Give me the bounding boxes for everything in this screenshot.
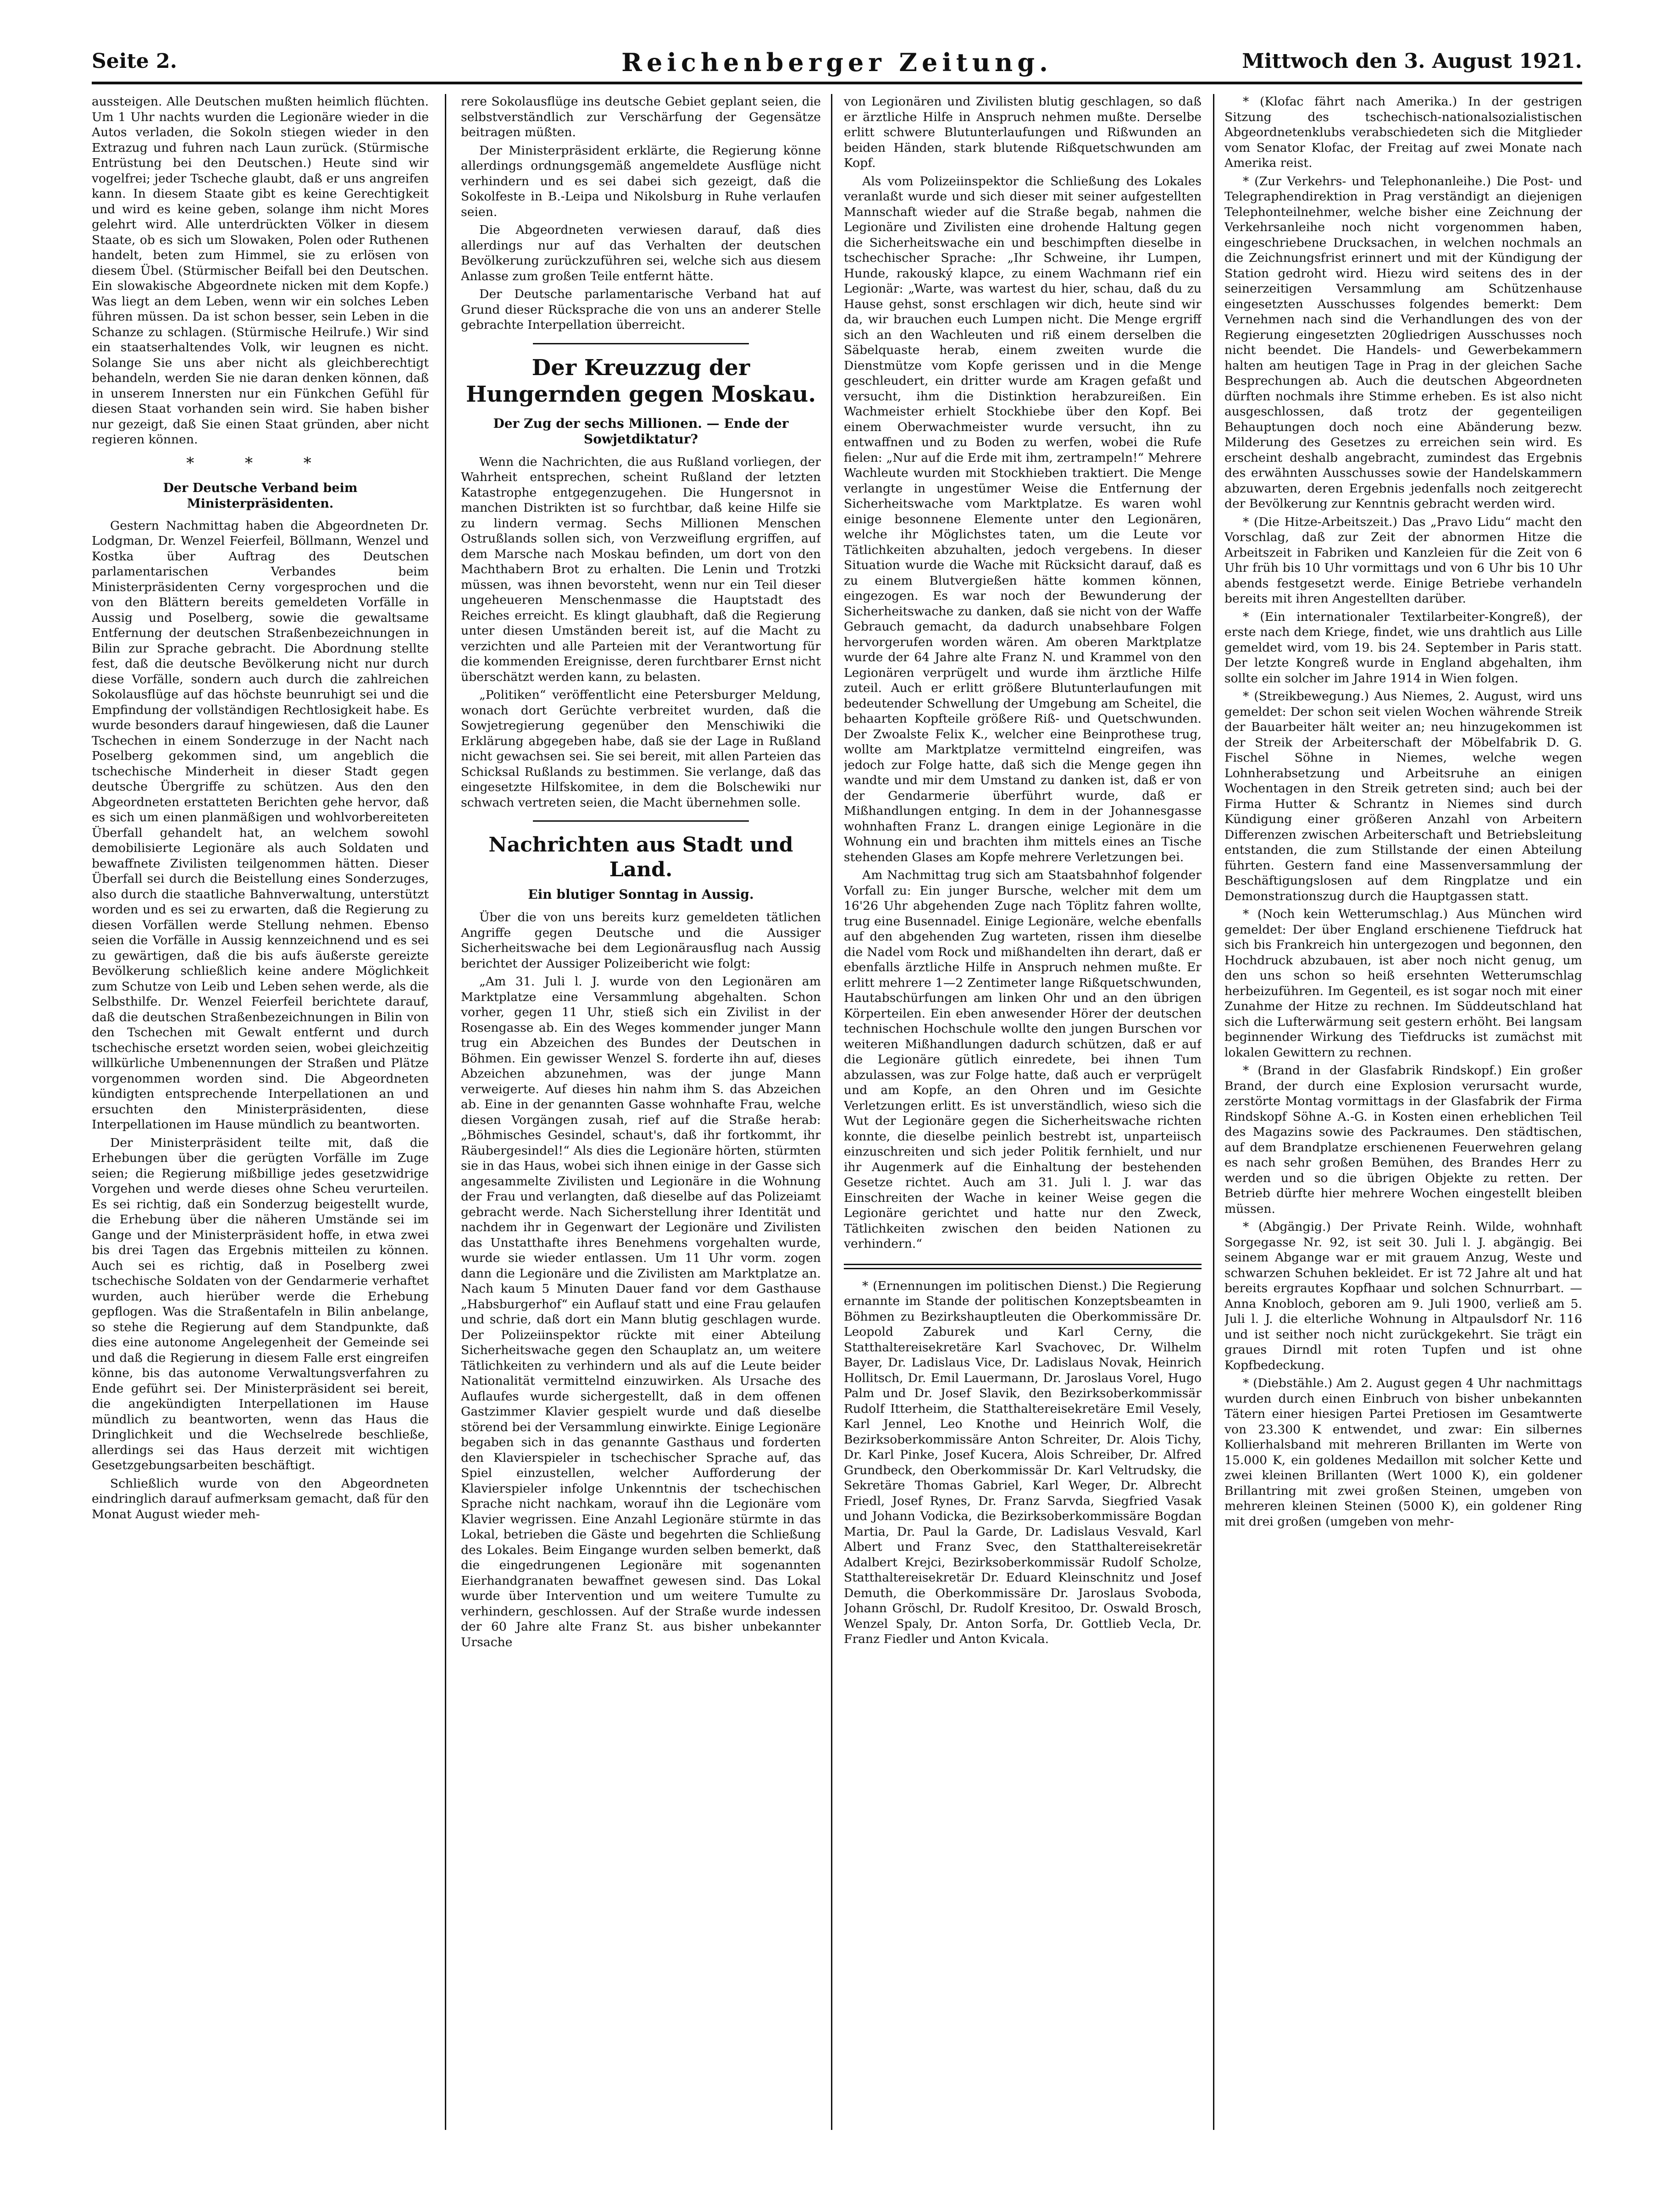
article-heading: Der Kreuzzug der Hungernden gegen Moskau. — [465, 354, 816, 407]
article-paragraph: aussteigen. Alle Deutschen mußten heimlich flüchten. Um 1 Uhr nachts wurden die Legionäre wieder in die Autos verladen, die Sokoln stiegen wieder in den Extrazug und fuhren nach Laun zurück. (Stürmische Entrüstung bei den Deutschen.) Heute sind wir vogelfrei; jeder Tscheche glaubt, daß er uns angreifen kann. In diesem Staate gibt es keine Gerechtigkeit und wird es keine geben, solange ihm nicht Mores gelehrt wird. Alle unterdrückten Völker in diesem Staate, ob es sich um Slowaken, Polen oder Ruthenen handelt, beten zum Himmel, sie zu erlösen von diesem Übel. (Stürmischer Beifall bei den Deutschen. Ein slowakische Abgeordnete nicken mit dem Kopfe.) Was liegt an dem Leben, wenn wir ein solches Leben führen müssen. Da ist schon besser, sein Leben in die Schanze zu schlagen. (Stürmische Heilrufe.) Wir sind ein staatserhaltendes Volk, wir leugnen es nicht. Solange Sie uns aber nicht als gleichberechtigt behandeln, werden Sie nie daran denken können, daß in unserem Innersten nur ein Fünkchen Gefühl für diesen Staat vorhanden sein wird. Sie haben bisher nur gezeigt, daß Sie einen Staat gründen, aber nicht regieren können. — [92, 94, 429, 447]
news-item: * (Diebstähle.) Am 2. August gegen 4 Uhr nachmittags wurden durch einen Einbruch von bisher unbekannten Tätern einer hiesigen Partei Pretiosen im Gesamtwerte von 23.300 K entwendet, und zwar: Ein silbernes Kollierhalsband mit mehreren Brillanten im Werte von 15.000 K, ein goldenes Medaillon mit solcher Kette und zwei kleinen Brillanten (Wert 1000 K), ein goldener Brillantring mit zwei großen Steinen, umgeben von mehreren kleinen Steinen (5000 K), ein goldener Ring mit drei großen (umgeben von mehr- — [1224, 1376, 1582, 1529]
article-paragraph: Am Nachmittag trug sich am Staatsbahnhof folgender Vorfall zu: Ein junger Bursche, welcher mit dem um 16'26 Uhr abgehenden Zuge nach Töplitz fahren wollte, trug eine Busennadel. Einige Legionäre, welche ebenfalls auf den abgehenden Zug warteten, rissen ihm dieselbe die Nadel vom Rock und mißhandelten ihn derart, daß er ebenfalls ärztliche Hilfe in Anspruch nehmen mußte. Er erlitt mehrere 1—2 Zentimeter lange Rißquetschwunden, Hautabschürfungen am linken Ohr und an den übrigen Körperteilen. Ein eben anwesender Hörer der deutschen technischen Hochschule wollte den jungen Burschen vor weiteren Mißhandlungen dadurch schützen, daß er auf die Legionäre gütlich einredete, bei ihnen Tum abzulassen, was zur Folge hatte, daß auch er verprügelt und am Kopfe, an den Ohren und im Gesichte Verletzungen erlitt. Es ist unverständlich, wieso sich die Wut der Legionäre gegen die Sicherheitswache richten konnte, die dieselbe peinlich bestrebt ist, unparteiisch einzuschreiten und sich jeder Politik fernhielt, und nur ihr Augenmerk auf die Einhaltung der bestehenden Gesetze richtet. Auch am 31. Juli l. J. war das Einschreiten der Wache in keiner Weise gegen die Legionäre gerichtet und hatte nur den Zweck, Tätlichkeiten zwischen den beiden Nationen zu verhindern.“ — [844, 868, 1202, 1251]
column-divider — [1213, 94, 1214, 2130]
newspaper-title: Reichenberger Zeitung. — [621, 48, 1052, 77]
column-4 — [1224, 94, 1582, 2130]
issue-date: Mittwoch den 3. August 1921. — [1242, 50, 1582, 73]
news-item: * (Ein internationaler Textilarbeiter-Kongreß), der erste nach dem Kriege, findet, wie uns drahtlich aus Lille gemeldet wird, vom 19. bis 24. September in Paris statt. Der letzte Kongreß wurde in England abgehalten, ihm sollte ein solcher im Jahre 1914 in Wien folgen. — [1224, 609, 1582, 686]
article-paragraph: Der Ministerpräsident teilte mit, daß die Erhebungen über die gerügten Vorfälle im Zuge seien; die Regierung mißbillige jedes gesetzwidrige Vorgehen und werde dieses ohne Scheu verurteilen. Es sei richtig, daß ein Sonderzug beigestellt wurde, die Erhebung über die näheren Umstände sei im Gange und der Ministerpräsident hoffe, in etwa zwei bis drei Tagen das Ergebnis mitteilen zu können. Auch sei es richtig, daß in Poselberg zwei tschechische Soldaten von der Gendarmerie verhaftet wurden, auch hierüber werde die Erhebung gepflogen. Was die Straßentafeln in Bilin anbelange, so stehe die Regierung auf dem Standpunkte, daß dies eine autonome Angelegenheit der Gemeinde sei und daß die Regierung in diesem Falle erst eingreifen könne, bis das autonome Verwaltungsverfahren zu Ende geführt sei. Der Ministerpräsident sei bereit, die angekündigten Interpellationen im Hause mündlich zu beantworten, wenn das Haus die Dringlichkeit und die Wechselrede beschließe, allerdings sei das Haus derzeit mit wichtigen Gesetzgebungsarbeiten beschäftigt. — [92, 1135, 429, 1472]
article-paragraph: Wenn die Nachrichten, die aus Rußland vorliegen, der Wahrheit entsprechen, scheint Rußland der letzten Katastrophe entgegenzugehen. Die Hungersnot in manchen Distrikten ist so furchtbar, daß keine Hilfe sie zu lindern vermag. Sechs Millionen Menschen Ostrußlands sollen sich, von Verzweiflung ergriffen, auf dem Marsche nach Moskau befinden, um dort von den Machthabern Brot zu erhalten. Die Lenin und Trotzki müssen, was ihnen bevorsteht, wenn nur ein Teil dieser ungeheueren Menschenmasse die Hauptstadt des Reiches erreicht. Es klingt glaubhaft, daß die Regierung unter diesen Umständen bereit ist, auf die Macht zu verzichten und alle Parteien mit der Verantwortung für die kommenden Ereignisse, deren furchtbarer Ernst nicht überschätzt werden kann, zu belasten. — [461, 454, 821, 684]
news-item: * (Brand in der Glasfabrik Rindskopf.) Ein großer Brand, der durch eine Explosion verursacht wurde, zerstörte Montag vormittags in der Glasfabrik der Firma Rindskopf Söhne A.-G. in Kosten einen erheblichen Teil des Magazins sowie des Packraumes. Den städtischen, auf dem Brandplatze erschienenen Feuerwehren gelang es nach sehr großen Bemühen, des Brandes Herr zu werden und so die übrigen Objekte zu retten. Der Betrieb dürfte hier mehrere Wochen eingestellt bleiben müssen. — [1224, 1063, 1582, 1216]
column-2 — [461, 94, 821, 2130]
column-divider — [831, 94, 832, 2130]
article-paragraph: „Am 31. Juli l. J. wurde von den Legionären am Marktplatze eine Versammlung abgehalten. Schon vorher, gegen 11 Uhr, stieß sich ein Zivilist in der Rosengasse ab. Ein des Weges kommender junger Mann trug ein Abzeichen des Bundes der Deutschen in Böhmen. Ein gewisser Wenzel S. forderte ihn auf, dieses Abzeichen abzunehmen, was der junge Mann verweigerte. Auf dieses hin nahm ihm S. das Abzeichen ab. Eine in der genannten Gasse wohnhafte Frau, welche diesen Vorgängen zusah, rief auf die Straße herab: „Böhmisches Gesindel, schaut's, daß ihr fortkommt, ihr Räubergesindel!“ Als dies die Legionäre hörten, stürmten sie in das Haus, wobei sich ihnen einige in der Gasse sich angesammelte Zivilisten und Legionäre in die Wohnung der Frau und verlangten, daß dieselbe auf das Polizeiamt gebracht werde. Nach Sicherstellung ihrer Identität und nachdem ihr in Gegenwart der Legionäre und Zivilisten das Unstatthafte ihres Benehmens vorgehalten wurde, wurde sie wieder entlassen. Um 11 Uhr vorm. zogen dann die Legionäre und die Zivilisten am Marktplatze an. Nach kaum 5 Minuten Dauer fand vor dem Gasthause „Habsburgerhof“ ein Auflauf statt und eine Frau gelaufen und schrie, daß dort ein Mann blutig geschlagen wurde. Der Polizeiinspektor rückte mit einer Abteilung Sicherheitswache gegen den Schauplatz an, um weitere Tätlichkeiten zu verhindern und als auf die Leute beider Nationalität vermittelnd einzuwirken. Als Ursache des Auflaufes wurde sichergestellt, daß in dem offenen Gastzimmer Klavier gespielt wurde und daß dieselbe störend bei der Versammlung einwirkte. Einige Legionäre begaben sich in das genannte Gasthaus und forderten den Klavierspieler in tschechischer Sprache auf, das Spiel einzustellen, welcher Aufforderung der Klavierspieler infolge Unkenntnis der tschechischen Sprache nicht nachkam, worauf ihn die Legionäre vom Klavier wegrissen. Eine Anzahl Legionäre stürmte in das Lokal, betrieben die Gäste und begehrten die Schließung des Lokales. Beim Eingange wurden selben bemerkt, daß die eingedrungenen Legionäre mit sogenannten Eierhandgranaten bewaffnet gewesen sind. Das Lokal wurde über Intervention und um weitere Tumulte zu verhindern, geschlossen. Auf der Straße wurde indessen der 60 Jahre alte Franz St. aus bisher unbekannter Ursache — [461, 974, 821, 1649]
article-paragraph: rere Sokolausflüge ins deutsche Gebiet geplant seien, die selbstverständlich zur Verschärfung der Gegensätze beitragen müßten. — [461, 94, 821, 139]
article-subheading: Ein blutiger Sonntag in Aussig. — [528, 887, 754, 902]
news-item: * (Noch kein Wetterumschlag.) Aus München wird gemeldet: Der über England erschienene Tiefdruck hat sich bis Frankreich hin untergezogen und begonnen, den Hochdruck abzubauen, ist aber noch nicht genug, um den uns schon so heiß ersehnten Wetterumschlag herbeizuführen. Im Gegenteil, es ist sogar noch mit einer Zunahme der Hitze zu rechnen. Im Süddeutschland hat sich die Lufterwärmung seit gestern erhöht. Bei langsam beginnender Wirkung des Tiefdrucks ist zumächst mit lokalen Gewittern zu rechnen. — [1224, 907, 1582, 1060]
news-item: * (Klofac fährt nach Amerika.) In der gestrigen Sitzung des tschechisch-nationalsozialistischen Abgeordnetenklubs verabschiedeten sich die Mitglieder vom Senator Klofac, der Freitag auf zwei Monate nach Amerika reist. — [1224, 94, 1582, 170]
article-paragraph: Die Abgeordneten verwiesen darauf, daß dies allerdings nur auf das Verhalten der deutschen Bevölkerung zurückzuführen sei, welche sich aus diesem Anlasse zum großen Teile entfernt hätte. — [461, 223, 821, 283]
article-paragraph: von Legionären und Zivilisten blutig geschlagen, so daß er ärztliche Hilfe in Anspruch nehmen mußte. Derselbe erlitt schwere Blutunterlaufungen und Rißwunden an beiden Händen, stark blutende Rißquetschwunden am Kopf. — [844, 94, 1202, 170]
masthead — [92, 46, 1582, 78]
column-1 — [92, 94, 429, 2130]
article-paragraph: Schließlich wurde von den Abgeordneten eindringlich darauf aufmerksam gemacht, daß für den Monat August wieder meh- — [92, 1476, 429, 1521]
article-paragraph: Der Ministerpräsident erklärte, die Regierung könne allerdings ordnungsgemäß angemeldete Ausflüge nicht verhindern und es sei dabei sich gezeigt, daß die Sokolfeste in B.-Leipa und Nikolsburg in Ruhe verlaufen seien. — [461, 143, 821, 219]
article-heading: Der Deutsche Verband beim Ministerpräsidenten. — [163, 481, 358, 511]
news-item: * (Streikbewegung.) Aus Niemes, 2. August, wird uns gemeldet: Der schon seit vielen Wochen währende Streik der Bauarbeiter hält weiter an; neu hinzugekommen ist der Streik der Arbeiterschaft der Möbelfabrik D. G. Fischel Söhne in Niemes, welche wegen Lohnherabsetzung und Arbeitsruhe an einigen Wochentagen in den Streik getreten sind; auch bei der Firma Hutter & Schrantz in Niemes sind durch Kündigung einer größeren Anzahl von Arbeitern Differenzen zwischen Arbeiterschaft und Betriebsleitung entstanden, die zum Stillstande der einen Abteilung führten. Gestern fand eine Massenversammlung der Beschäftigungslosen auf dem Ringplatze und ein Demonstrationszug durch die Hauptgassen statt. — [1224, 689, 1582, 903]
column-3 — [844, 94, 1202, 2130]
separator-rule — [533, 343, 749, 344]
page-number: Seite 2. — [92, 50, 177, 73]
article-paragraph: Der Deutsche parlamentarische Verband hat auf Grund dieser Rücksprache die von uns an anderer Stelle gebrachte Interpellation überreicht. — [461, 287, 821, 332]
news-item: * (Abgängig.) Der Private Reinh. Wilde, wohnhaft Sorgegasse Nr. 92, ist seit 30. Juli l. J. abgängig. Bei seinem Abgange war er mit grauem Anzug, Weste und schwarzen Schuhen bekleidet. Er ist 72 Jahre alt und hat bereits ergrautes Kopfhaar und solchen Schnurrbart. — Anna Knobloch, geboren am 9. Juli 1900, verließ am 5. Juli l. J. die elterliche Wohnung in Altpaulsdorf Nr. 116 und ist seither noch nicht zurückgekehrt. Sie trägt ein graues Dirndl mit roten Tupfen und ist ohne Kopfbedeckung. — [1224, 1220, 1582, 1372]
article-paragraph: „Politiken“ veröffentlicht eine Petersburger Meldung, wonach dort Gerüchte verbreitet wurden, daß die Sowjetregierung gegenüber den Menschiwiki die Erklärung abgegeben habe, daß sie der Lage in Rußland nicht gewachsen sei. Sie sei bereit, mit allen Parteien das Schicksal Rußlands zu bestimmen. Sie verlange, daß das eingesetzte Hilfskomitee, in dem die Bolschewiki nur schwach vertreten seien, die Macht übernehmen solle. — [461, 688, 821, 810]
section-stars: * * * — [186, 453, 334, 472]
article-paragraph: Als vom Polizeiinspektor die Schließung des Lokales veranlaßt wurde und sich dieser mit seiner aufgestellten Mannschaft wieder auf die Straße begab, nahmen die Legionäre und Zivilisten eine drohende Haltung gegen die Sicherheitswache ein und beschimpften dieselbe in tschechischer Sprache: „Ihr Schweine, ihr Lumpen, Hunde, rakouský klapce, zu einem Wachmann rief ein Legionär: „Warte, was wartest du hier, schau, daß du zu Hause gehst, sonst erschlagen wir dich, heute sind wir da, wir brauchen euch Lumpen nicht. Die Menge ergriff sich an den Wachleuten und riß einem derselben die Säbelquaste herab, einem zweiten wurde die Dienstmütze vom Kopfe gerissen und in die Menge geschleudert, ein dritter wurde am Kragen gefaßt und versucht, ihm die Distinktion herabzureißen. Ein Wachmeister erhielt Stockhiebe über den Kopf. Bei einem Oberwachmeister wurde versucht, ihn zu entwaffnen und zu Boden zu werfen, wobei die Rufe fielen: „Nur auf die Erde mit ihm, zertrampeln!“ Mehrere Wachleute wurden mit Stockhieben traktiert. Die Menge verlangte in ungestümer Weise die Entfernung der Sicherheitswache vom Marktplatze. Es waren wohl einige besonnene Elemente unter den Legionären, welche ihr Möglichstes taten, um die Leute vor Tätlichkeiten abzuhalten, jedoch vergebens. In dieser Situation wurde die Wache mit Rücksicht darauf, daß es zu einem Blutvergießen hätte kommen können, eingezogen. Es war noch der Bewunderung der Sicherheitswache zu danken, daß sie nicht von der Waffe Gebrauch gemacht, da dadurch unabsehbare Folgen hervorgerufen worden wären. Am oberen Marktplatze wurde der 64 Jahre alte Franz N. und Krammel von den Legionären verprügelt und wurde ihm ärztliche Hilfe zuteil. Auch er erlitt größere Blutunterlaufungen mit bedeutender Schwellung der Umgebung am Scheitel, die behaarten Kopfteile größere Riß- und Quetschwunden. Der Zwoalste Felix K., welcher eine Beinprothese trug, wollte am Marktplatze vermittelnd eingreifen, was jedoch zur Folge hatte, daß sich die Menge gegen ihn wandte und mir dem Umstand zu danken ist, daß er von der Gendarmerie überführt wurde, daß er Mißhandlungen entging. In dem in der Johannesgasse wohnhaften Franz L. drangen einige Legionäre in die Wohnung ein und brachten ihm mittels eines an Tische stehenden Glases am Kopfe mehrere Verletzungen bei. — [844, 174, 1202, 864]
news-item: * (Die Hitze-Arbeitszeit.) Das „Pravo Lidu“ macht den Vorschlag, daß zur Zeit der abnormen Hitze die Arbeitszeit in Fabriken und Kanzleien für die Zeit von 6 Uhr früh bis 10 Uhr vormittags und von 6 Uhr bis 10 Uhr abends festgesetzt werde. Einige Betriebe verhandeln bereits mit ihren Angestellten darüber. — [1224, 514, 1582, 606]
column-divider — [445, 94, 446, 2130]
article-paragraph: Gestern Nachmittag haben die Abgeordneten Dr. Lodgman, Dr. Wenzel Feierfeil, Böllmann, Wenzel und Kostka über Auftrag des Deutschen parlamentarischen Verbandes beim Ministerpräsidenten Cerny vorgesprochen und die von den Blättern bereits gemeldeten Vorfälle in Aussig und Poselberg, sowie die gewaltsame Entfernung der deutschen Straßenbezeichnungen in Bilin zur Sprache gebracht. Die Abordnung stellte fest, daß die deutsche Bevölkerung nicht nur durch diese Vorfälle, sondern auch durch die zahlreichen Sokolausflüge auf das höchste beunruhigt sei und die Empfindung der vollständigen Rechtlosigkeit habe. Es wurde besonders darauf hingewiesen, daß die Launer Tschechen in einem Sonderzuge in der Nacht nach Poselberg gekommen sind, um angeblich die tschechische Minderheit in dieser Stadt gegen deutsche Übergriffe zu schützen. Aus den den Abgeordneten erstatteten Berichten gehe hervor, daß es sich um einen planmäßigen und wohlvorbereiteten Überfall gehandelt hat, an welchem sowohl demobilisierte Legionäre als auch Soldaten und bewaffnete Zivilisten teilgenommen hätten. Dieser Überfall sei durch die Beistellung eines Sonderzuges, also durch die staatliche Bahnverwaltung, unterstützt worden und es sei zu erwarten, daß die Regierung zu diesen Vorfällen werde Stellung nehmen. Ebenso seien die Vorfälle in Aussig kennzeichnend und es sei zu gewärtigen, daß die bis aufs äußerste gereizte Bevölkerung schließlich keine andere Möglichkeit zum Schutze von Leib und Leben sehen werde, als die Selbsthilfe. Dr. Wenzel Feierfeil berichtete darauf, daß die deutschen Straßenbezeichnungen in Bilin von den Tschechen mit Gewalt entfernt und durch tschechische ersetzt worden seien, wobei gleichzeitig willkürliche Umbenennungen der Straßen und Plätze vorgenommen worden sind. Die Abgeordneten kündigten entsprechende Interpellationen an und ersuchten den Ministerpräsidenten, diese Interpellationen im Hause mündlich zu beantworten. — [92, 518, 429, 1132]
news-item: * (Ernennungen im politischen Dienst.) Die Regierung ernannte im Stande der politischen Konzeptsbeamten in Böhmen zu Bezirkshauptleuten die Oberkommissäre Dr. Leopold Zaburek und Karl Cerny, die Statthaltereisekretäre Karl Svachovec, Dr. Wilhelm Bayer, Dr. Ladislaus Vice, Dr. Ladislaus Novak, Heinrich Hollitsch, Dr. Emil Lauermann, Dr. Jaroslaus Vorel, Hugo Palm und Dr. Josef Slavik, den Bezirksoberkommissär Rudolf Itterheim, die Statthaltereisekretäre Emil Vesely, Karl Jennel, Leo Knothe und Heinrich Wolf, die Bezirksoberkommissäre Anton Schreiter, Dr. Alois Tichy, Dr. Karl Pinke, Josef Kucera, Alois Schreiber, Dr. Alfred Grundbeck, den Oberkommissär Dr. Karl Veltrudsky, die Sekretäre Thomas Gabriel, Karl Weger, Dr. Albrecht Friedl, Josef Rynes, Dr. Franz Sarvda, Siegfried Vasak und Johann Vodicka, die Bezirksoberkommissäre Bogdan Martia, Dr. Paul la Garde, Dr. Ladislaus Vesvald, Karl Albert und Franz Svec, den Statthaltereisekretär Adalbert Krejci, Bezirksoberkommissär Rudolf Scholze, Statthaltereisekretär Dr. Eduard Kleinschnitz und Josef Demuth, die Oberkommissäre Dr. Jaroslaus Svoboda, Johann Gröschl, Dr. Rudolf Kresitoo, Dr. Oswald Brosch, Wenzel Spaly, Dr. Anton Sorfa, Dr. Gottlieb Vecla, Dr. Franz Fiedler und Anton Kvicala. — [844, 1278, 1202, 1646]
separator-rule — [533, 820, 749, 822]
separator-rule — [844, 1264, 1202, 1269]
article-paragraph: Über die von uns bereits kurz gemeldeten tätlichen Angriffe gegen Deutsche und die Aussiger Sicherheitswache bei dem Legionärausflug nach Aussig berichtet der Aussiger Polizeibericht wie folgt: — [461, 910, 821, 971]
section-heading: Nachrichten aus Stadt und Land. — [488, 833, 793, 881]
article-subheading: Der Zug der sechs Millionen. — Ende der Sowjetdiktatur? — [493, 415, 789, 447]
news-item: * (Zur Verkehrs- und Telephonanleihe.) Die Post- und Telegraphendirektion in Prag verständigt an diejenigen Telephonteilnehmer, welche bisher eine Zeichnung der Verkehrsanleihe noch nicht vorgenommen haben, eingeschriebene Drucksachen, in welchen nochmals an die Zeichnungsfrist erinnert und mit der Kündigung der Station gedroht wird. Hiezu wird seitens des in der seinerzeitigen Versammlung am Schützenhause eingesetzten Ausschusses folgendes bemerkt: Dem Vernehmen nach sind die Verhandlungen des von der Regierung eingesetzten 20gliedrigen Ausschusses noch nicht beendet. Die Handels- und Gewerbekammern halten am heutigen Tage in Prag in der gleichen Sache Besprechungen ab. Auch die deutschen Abgeordneten dürften nochmals ihre Stimme erheben. Es ist also nicht ausgeschlossen, daß trotz der gegenteiligen Behauptungen doch noch eine Abänderung bezw. Milderung des Gesetzes zu erreichen sein wird. Es erscheint deshalb angebracht, zumindest das Ergebnis des erwähnten Ausschusses sowie der Handelskammern abzuwarten, deren Ergebnis jedenfalls noch zeitgerecht der Bevölkerung zur Kenntnis gebracht werden wird. — [1224, 174, 1582, 511]
masthead-rule — [92, 82, 1582, 84]
